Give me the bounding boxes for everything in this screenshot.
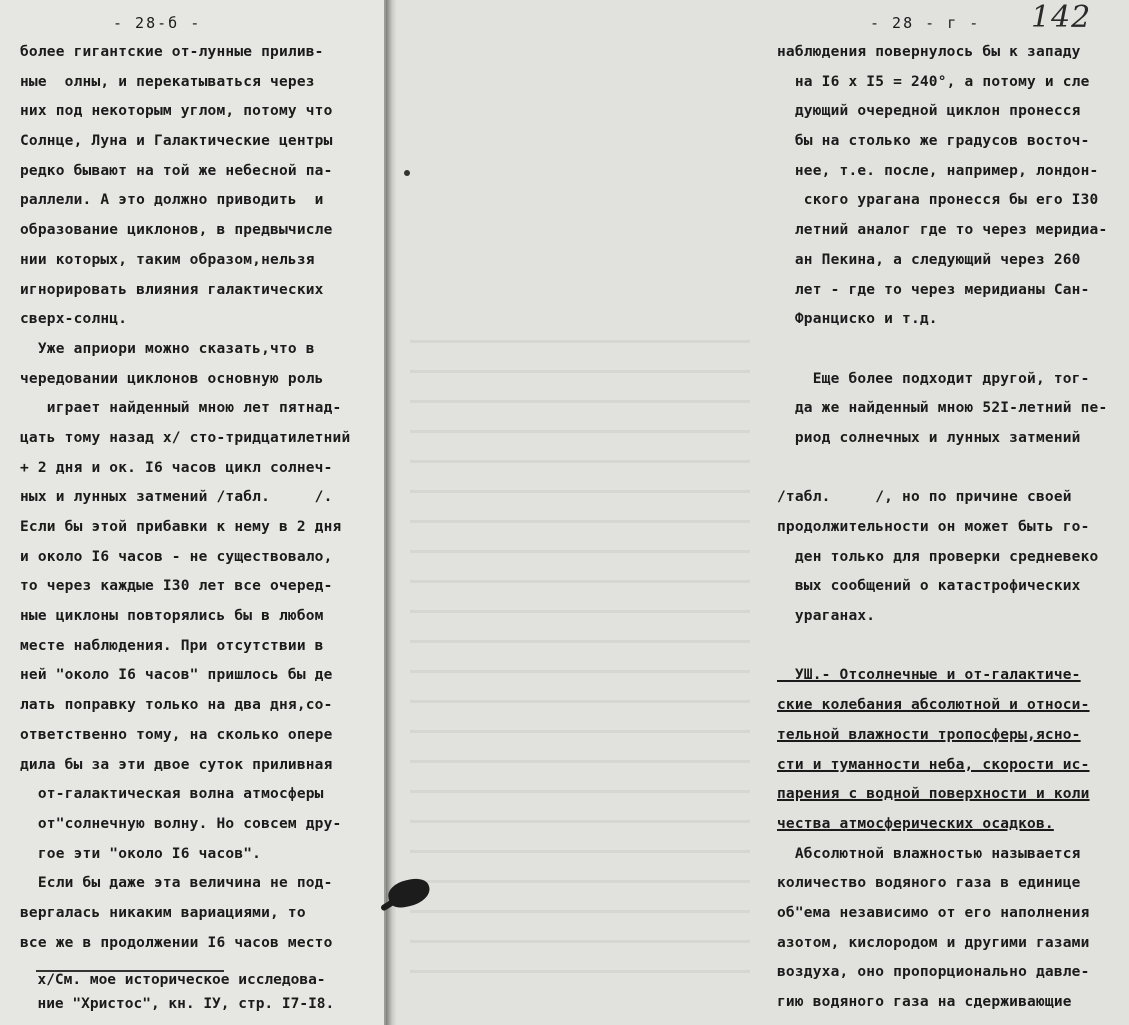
text-line: [20, 661, 380, 691]
text-line: [777, 869, 1127, 899]
text-line-content: об"ема независимо от его наполнения: [777, 904, 1090, 921]
text-line-content: ские колебания абсолютной и относи-: [777, 697, 1090, 714]
text-line-content: на I6 x I5 = 240°, а потому и сле: [777, 73, 1090, 90]
text-line: [777, 276, 1127, 306]
text-line-content: ураганах.: [777, 608, 876, 625]
text-line: [777, 543, 1127, 573]
text-line-content: тельной влажности тропосферы,ясно-: [777, 726, 1081, 743]
text-line: [20, 483, 380, 513]
text-line-content: вергалась никаким вариациями, то: [20, 904, 306, 921]
text-line-content: игнорировать влияния галактических: [20, 281, 324, 298]
text-line: [20, 721, 380, 751]
text-line: [777, 186, 1127, 216]
text-line: [20, 899, 380, 929]
text-line-content: более гигантские от-лунные прилив-: [20, 44, 324, 60]
text-line: [777, 246, 1127, 276]
text-line: [20, 810, 380, 840]
text-line-content: играет найденный мною лет пятнад-: [20, 400, 342, 417]
text-line-content: наблюдения повернулось бы к западу: [777, 44, 1081, 60]
text-line: [20, 186, 380, 216]
text-line-content: летний аналог где то через меридиа-: [777, 222, 1108, 239]
text-line: [777, 454, 1127, 484]
text-line: [20, 632, 380, 662]
text-line: [777, 216, 1127, 246]
text-line-content: образование циклонов, в предвычисле: [20, 222, 333, 239]
text-line: [20, 751, 380, 781]
text-line-content: /табл. /, но по причине своей: [777, 489, 1072, 506]
text-line: [20, 127, 380, 157]
text-line: [20, 929, 380, 959]
text-line-content: ные олны, и перекатываться через: [20, 73, 315, 90]
right-page-number: - 28 - г -: [870, 14, 981, 32]
text-line-content: от"солнечную волну. Но совсем дру-: [20, 815, 342, 832]
text-line: [777, 335, 1127, 365]
text-line: [777, 691, 1127, 721]
text-line: [20, 216, 380, 246]
text-line-content: чередовании циклонов основную роль: [20, 370, 324, 387]
text-line-content: Еще более подходит другой, тог-: [777, 370, 1090, 387]
text-line: [777, 424, 1127, 454]
text-line-content: ные циклоны повторялись бы в любом: [20, 608, 324, 625]
text-line: [777, 780, 1127, 810]
text-line-content: чества атмосферических осадков.: [777, 815, 1054, 832]
text-line: [20, 572, 380, 602]
text-line: [777, 97, 1127, 127]
text-line: [777, 661, 1127, 691]
text-line-content: ответственно тому, на сколько опере: [20, 726, 333, 743]
text-line-content: Солнце, Луна и Галактические центры: [20, 133, 333, 150]
text-line-content: Уже априори можно сказать,что в: [20, 340, 315, 357]
text-line-content: гое эти "около I6 часов".: [20, 845, 262, 862]
text-line-content: все же в продолжении I6 часов место: [20, 934, 333, 951]
page-fold: [386, 0, 396, 1025]
text-line: [777, 810, 1127, 840]
text-line-content: нии которых, таким образом,нельзя: [20, 251, 315, 268]
text-line: [777, 721, 1127, 751]
text-line-content: Абсолютной влажностью называется: [777, 845, 1081, 862]
text-line-content: лет - где то через меридианы Сан-: [777, 281, 1090, 298]
text-line: [20, 365, 380, 395]
text-line: [20, 513, 380, 543]
text-line-content: Франциско и т.д.: [777, 311, 938, 328]
text-line: [777, 988, 1127, 1018]
text-line: [20, 543, 380, 573]
ink-dot: [404, 170, 410, 176]
text-line-content: Если бы этой прибавки к нему в 2 дня: [20, 519, 342, 535]
text-line: [20, 454, 380, 484]
text-line: [777, 751, 1127, 781]
text-line-content: азотом, кислородом и другими газами: [777, 934, 1090, 951]
handwritten-page-number: 142: [1031, 0, 1092, 35]
text-line: [777, 572, 1127, 602]
text-line-content: ского урагана пронесся бы его I30: [777, 192, 1099, 209]
text-line: [777, 38, 1127, 68]
text-line: [20, 691, 380, 721]
text-line: [20, 840, 380, 870]
text-line-content: то через каждые I30 лет все очеред-: [20, 578, 333, 595]
text-line-content: ных и лунных затмений /табл. /.: [20, 489, 333, 506]
text-line-content: и около I6 часов - не существовало,: [20, 548, 333, 565]
text-line-content: месте наблюдения. При отсутствии в: [20, 637, 324, 654]
footnote: [20, 968, 334, 1016]
text-line: [20, 157, 380, 187]
text-line-content: + 2 дня и ок. I6 часов цикл солнеч-: [20, 459, 333, 476]
text-line-content: парения с водной поверхности и коли: [777, 786, 1090, 803]
footnote-line: ние "Христос", кн. IУ, стр. I7-I8.: [20, 996, 335, 1012]
text-line-content: раллели. А это должно приводить и: [20, 192, 324, 209]
text-line-content: ан Пекина, а следующий через 260: [777, 251, 1081, 268]
bleed-through-text: [410, 340, 750, 980]
text-line-content: сти и туманности неба, скорости ис-: [777, 756, 1090, 773]
text-line: [777, 305, 1127, 335]
text-line: [20, 869, 380, 899]
text-line-content: дующий очередной циклон пронесся: [777, 103, 1081, 120]
text-line-content: ней "около I6 часов" пришлось бы де: [20, 667, 333, 684]
text-line: [777, 840, 1127, 870]
text-line: [777, 394, 1127, 424]
text-line: [777, 929, 1127, 959]
text-line: [777, 157, 1127, 187]
text-line: [777, 68, 1127, 98]
text-line-content: бы на столько же градусов восточ-: [777, 133, 1090, 150]
text-line-content: нее, т.е. после, например, лондон-: [777, 162, 1099, 179]
text-line-content: да же найденный мною 52I-летний пе-: [777, 400, 1108, 417]
text-line-content: вых сообщений о катастрофических: [777, 578, 1081, 595]
text-line-content: них под некоторым углом, потому что: [20, 103, 333, 120]
footnote-line: х/См. мое историческое исследова-: [20, 972, 326, 988]
text-line: [777, 127, 1127, 157]
text-line: [20, 68, 380, 98]
text-line-content: сверх-солнц.: [20, 311, 128, 328]
text-line-content: УШ.- Отсолнечные и от-галактиче-: [777, 667, 1081, 684]
text-line: [20, 394, 380, 424]
text-line-content: редко бывают на той же небесной па-: [20, 162, 333, 179]
left-text-body: [20, 38, 380, 958]
text-line: [20, 305, 380, 335]
right-text-body: [777, 38, 1127, 1018]
text-line: [777, 958, 1127, 988]
text-line: [777, 602, 1127, 632]
text-line: [20, 780, 380, 810]
text-line: [20, 246, 380, 276]
left-page-number: - 28-б -: [113, 14, 202, 32]
text-line-content: риод солнечных и лунных затмений: [777, 429, 1081, 446]
text-line-content: количество водяного газа в единице: [777, 875, 1081, 892]
text-line: [20, 38, 380, 68]
text-line-content: ден только для проверки средневеко: [777, 548, 1099, 565]
text-line-content: от-галактическая волна атмосферы: [20, 786, 324, 803]
text-line: [777, 632, 1127, 662]
text-line: [20, 335, 380, 365]
text-line-content: Если бы даже эта величина не под-: [20, 875, 333, 892]
text-line-content: гию водяного газа на сдерживающие: [777, 994, 1072, 1010]
text-line: [20, 424, 380, 454]
text-line-content: лать поправку только на два дня,со-: [20, 697, 333, 714]
text-line: [20, 276, 380, 306]
text-line: [777, 513, 1127, 543]
text-line-content: цать тому назад x/ сто-тридцатилетний: [20, 429, 351, 446]
text-line-content: дила бы за эти двое суток приливная: [20, 756, 333, 773]
text-line: [777, 483, 1127, 513]
text-line: [777, 365, 1127, 395]
text-line: [20, 97, 380, 127]
text-line-content: воздуха, оно пропорционально давле-: [777, 964, 1090, 981]
text-line: [777, 899, 1127, 929]
text-line: [20, 602, 380, 632]
text-line-content: продолжительности он может быть го-: [777, 519, 1090, 535]
